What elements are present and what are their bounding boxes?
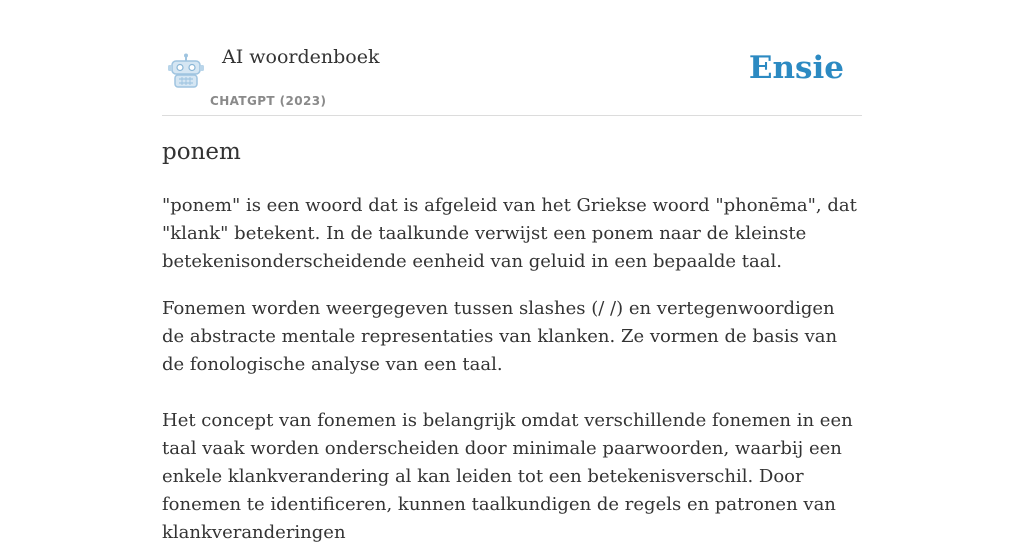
entry-paragraph-2: Fonemen worden weergegeven tussen slashes (/ /) en vertegenwoordigen de abstracte mentale representaties van klanken. Ze vormen de basis van de fonologische analyse van een taal. bbox=[162, 298, 838, 375]
source-title[interactable]: AI woordenboek bbox=[222, 46, 380, 68]
source-header bbox=[162, 36, 862, 116]
entry-term: ponem bbox=[162, 139, 241, 165]
robot-icon bbox=[166, 53, 206, 89]
source-subtitle: CHATGPT (2023) bbox=[210, 94, 327, 108]
brand-logo[interactable]: Ensie bbox=[748, 50, 844, 86]
entry-paragraph-1: "ponem" is een woord dat is afgeleid van het Griekse woord "phonēma", dat "klank" betekent. In de taalkunde verwijst een ponem naar de kleinste betekenisonderscheidende eenheid van geluid in een bepaalde taal. bbox=[162, 195, 857, 272]
entry-paragraph-3: Het concept van fonemen is belangrijk omdat verschillende fonemen in een taal vaak worden onderscheiden door minimale paarwoorden, waarbij een enkele klankverandering al kan leiden tot een betekenisverschil. Door fonemen te identificeren, kunnen taalkundigen de regels en patronen van klankveranderingen bbox=[162, 410, 853, 543]
